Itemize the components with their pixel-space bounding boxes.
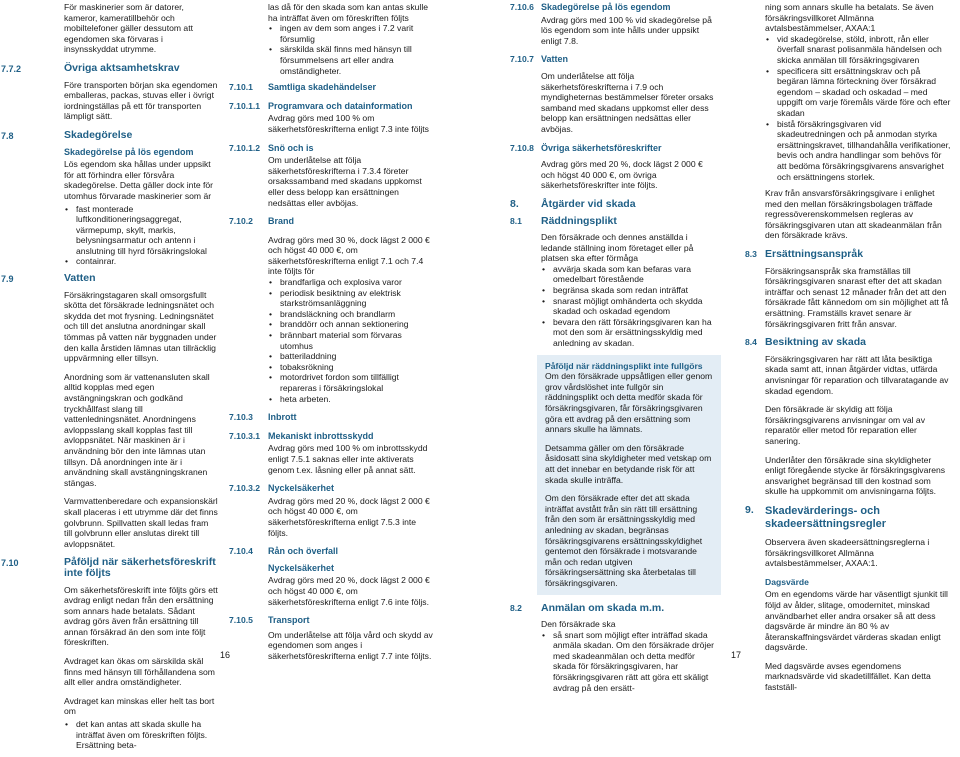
section-text: Avdrag görs med 20 %, dock lägst 2 000 € och högst 40 000 €, om övriga säkerhetsföreskrifter inte följts. (541, 159, 703, 191)
list-item: • brandfarliga och explosiva varor (277, 277, 436, 288)
bullet-list (541, 630, 717, 694)
list-item: • bistå försäkringsgivaren vid skadeutredningen och på anmodan styrka ersättningskravet, tillhandahålla verifikationer, bevis och andra handlingar som behövs för att bedöma försäkringsgivarens ansvarighet och ersättningens storlek. (774, 119, 951, 183)
list-item: • tobaksrökning (277, 362, 436, 373)
section-title: Åtgärder vid skada (541, 197, 636, 210)
section-text: Försäkringsanspråk ska framställas till försäkringsgivaren snarast efter det att skadan inträffar och senast 12 månader från det att den försäkrade fått kännedom om sin möjlighet att få ersättning. Framställs kravet senare är försäkringsgivaren fritt från ansvar. (765, 265, 949, 329)
info-box (537, 355, 721, 595)
info-box-text: Om den försäkrade uppsåtligen eller genom grov vårdslöshet inte fullgör sin räddningsplikt och detta medför skada för försäkringsgivaren, får försäkringsgivaren göra ett avdrag på den ersättning som annars skulle ha lämnats. (545, 371, 713, 435)
bullet-list (64, 719, 218, 751)
section-number: 7.10.1 (229, 82, 253, 93)
section-text: Underlåter den försäkrade sina skyldigheter enligt föregående stycke är försäkringsgivarens ansvarighet begränsad till den kostnad som skulle ha uppkommit om anvisningarna följts. (765, 454, 946, 497)
section-number: 7.10.2 (229, 216, 253, 227)
section-number: 7.9 (1, 274, 14, 285)
bullet-list (64, 204, 218, 268)
section-subtitle: Nyckelsäkerhet (268, 562, 335, 573)
section-number: 8.3 (745, 249, 757, 260)
section-title: Samtliga skadehändelser (268, 82, 377, 93)
left-column-1 (1, 2, 218, 757)
section-number: 8.4 (745, 337, 757, 348)
section-text: Avdraget kan minskas eller helt tas bort om (64, 695, 215, 717)
bullet-list (765, 34, 951, 182)
bullet-list (268, 277, 436, 404)
section-number: 8.2 (510, 602, 522, 613)
section-text: Med dagsvärde avses egendomens marknadsvärde vid skadetillfället. Kan detta fastställ- (765, 660, 931, 693)
list-item: • bevara den rätt försäkringsgivaren kan ha mot den som är ersättningsskyldig med anledning av skadan. (550, 317, 717, 349)
section-text: Den försäkrade ska (541, 619, 616, 630)
section-title: Ersättningsanspråk (765, 248, 864, 261)
bullet-list (541, 264, 717, 349)
section-number: 7.10.4 (229, 546, 253, 557)
section-text: Före transporten början ska egendomen emballeras, packas, stuvas eller i övrigt iordningställas på ett för transporten lämpligt sätt. (64, 79, 218, 122)
section-title: Brand (268, 216, 295, 227)
list-item: • så snart som möjligt efter inträffad skada anmäla skadan. Om den försäkrade dröjer med skadeanmälan och detta medför skada för försäkringsgivaren, har försäkringsgivaren rätt att göra ett skäligt avdrag på den ersätt- (550, 630, 717, 694)
list-item: • avvärja skada som kan befaras vara omedelbart förestående (550, 264, 717, 285)
section-text: Försäkringstagaren skall omsorgsfullt skötta det försäkrade ledningsnätet och skydda det mot frysning. Ledningsnätet och till det anslutna anordningar skall tömmas på vatten när byggnaden under den kalla årstiden lämnas utan tillräcklig uppvärmning eller tillsyn. (64, 289, 217, 364)
list-item: • specificera sitt ersättningskrav och på begäran lämna förteckning över försäkrad egendom – skadad och oskadad – med uppgift om varje föremåls värde före och efter skadan (774, 66, 951, 119)
section-text: Om underlåtelse att följa säkerhetsföreskrifterna i 7.3.4 företer orsakssamband med skadans uppkomst eller dess belopp kan ersättningen nedsättas eller avböjas. (268, 155, 422, 208)
section-number: 7.10.1.1 (229, 100, 261, 111)
section-number: 7.10.8 (510, 142, 534, 153)
section-title: Inbrott (268, 412, 297, 423)
section-number: 7.10.5 (229, 615, 253, 626)
section-text: Avdrag görs med 100 % vid skadegörelse på lös egendom som inte hålls under uppsikt enligt 7.8. (541, 14, 712, 46)
section-title: Påföljd när säkerhetsföreskrift inte följts (64, 556, 216, 579)
section-number: 8.1 (510, 215, 522, 226)
list-item: • vid skadegörelse, stöld, inbrott, rån eller överfall snarast polisanmäla händelsen och skicka anmälan till försäkringsgivaren (774, 34, 951, 66)
section-text: Avdrag görs med 100 % om inbrottsskydd enligt 7.5.1 saknas eller inte aktiverats genom t.ex. låsning eller på annat sätt. (268, 443, 428, 475)
section-title: Skadegörelse på lös egendom (541, 2, 671, 12)
section-text: Försäkringsgivaren har rätt att låta besiktiga skada samt att, innan åtgärder vidtas, utfärda anvisningar för reparation och tillvaratagande av skadad egendom. (765, 353, 949, 396)
list-item: • ingen av dem som anges i 7.2 varit försumlig (277, 23, 436, 44)
list-item: • periodisk besiktning av elektrisk starkströmsanläggning (277, 288, 436, 309)
section-number: 7.10.3.2 (229, 483, 261, 494)
section-title: Vatten (64, 272, 96, 285)
info-box-text: Detsamma gäller om den försäkrade åsidosatt sina skyldigheter med vetskap om att det innebar en betydande risk för att skada skulle inträffa. (545, 442, 712, 485)
section-text: Avdrag görs med 30 %, dock lägst 2 000 € och högst 40 000 €, om säkerhetsföreskrifterna enligt 7.1 och 7.4 inte följts för (268, 234, 430, 277)
section-text: Observera även skadeersättningsreglerna i försäkringsvillkoret Allmänna avtalsbestämmelser, AXAA:1. (765, 536, 930, 569)
section-title: Nyckelsäkerhet (268, 483, 335, 494)
section-number: 9. (745, 503, 754, 516)
section-subtitle: Dagsvärde (765, 576, 809, 587)
section-text: Avdrag görs med 100 % om säkerhetsföreskrifterna enligt 7.3 inte följts (268, 113, 429, 134)
section-title: Mekaniskt inbrottsskydd (268, 430, 374, 441)
section-text: Om underlåtelse att följa vård och skydd av egendomen som anges i säkerhetsföreskrifterna enligt 7.7 inte följts. (268, 629, 433, 661)
list-item: • brännbart material som förvaras utomhus (277, 330, 436, 351)
info-box-title: Påföljd när räddningsplikt inte fullgörs (545, 360, 703, 371)
section-title: Övriga aktsamhetskrav (64, 61, 180, 74)
section-text: ning som annars skulle ha betalats. Se även försäkringsvillkoret Allmänna avtalsbestämmelser, AXAA:1 (765, 2, 934, 34)
section-text: Anordning som är vattenansluten skall alltid kopplas med egen avstängningskran och godkänd tryckhållfast slang till vattenledningsnätet. Anordningens avloppsslang skall kopplas fast till avloppsnätet. När maskinen är i användning bör den inte lämnas utan tillsyn. Då anordningen inte är i användning skall avstängningskranen stängas. (64, 371, 210, 488)
section-text: Varmvattenberedare och expansionskärl skall placeras i ett utrymme där det finns golvbrunn. Spillvatten skall ledas fram till golvbrunn eller anslutas direkt till avloppsnätet. (64, 496, 218, 549)
left-column-2 (229, 2, 436, 669)
section-title: Anmälan om skada m.m. (541, 601, 665, 614)
page-number-right: 17 (731, 650, 742, 660)
section-text: Lös egendom ska hållas under uppsikt för att förhindra eller försvåra skadegörelse. Detta gäller dock inte för utomhus förvarade maskinerier som är (64, 159, 214, 201)
list-item: • fast monterade luftkonditioneringsaggregat, värmepump, skylt, markis, belysningsarmatur och antenn i anslutning till hyrd försäkringslokal (73, 204, 218, 257)
section-text: Om underlåtelse att följa säkerhetsföreskrifterna i 7.9 och myndigheternas bestämmelser företer orsaks samband med skadans uppkomst eller dess belopp kan ersättningen nedsättas eller avböjas. (541, 70, 714, 134)
section-title: Övriga säkerhetsföreskrifter (541, 142, 662, 153)
section-text: las då för den skada som kan antas skulle ha inträffat även om föreskriften följts (268, 2, 429, 23)
list-item: • motordrivet fordon som tillfälligt repareras i försäkringslokal (277, 372, 436, 393)
section-text: Krav från ansvarsförsäkringsgivare i enlighet med den mellan försäkringsbolagen träffade regressöverenskommelsen regleras av försäkringsgivaren utan att skadeanmälan från den försäkrade krävs. (765, 188, 942, 241)
section-title: Programvara och datainformation (268, 100, 413, 111)
list-item: • heta arbeten. (277, 394, 436, 405)
section-subtitle: Skadegörelse på lös egendom (64, 146, 194, 157)
section-text: Den försäkrade och dennes anställda i ledande ställning inom företaget eller på platsen ska efter förmåga (541, 232, 694, 264)
list-item: • det kan antas att skada skulle ha inträffat även om föreskriften följts. Ersättning beta- (73, 719, 218, 751)
bullet-list (268, 23, 436, 76)
list-item: • snarast möjligt omhänderta och skydda skadad och oskadad egendom (550, 296, 717, 317)
section-text: Avdrag görs med 20 %, dock lägst 2 000 € och högst 40 000 €, om säkerhetsföreskrifterna enligt 7.6 inte följs. (268, 575, 430, 607)
section-number: 8. (510, 197, 519, 210)
list-item: • särskilda skäl finns med hänsyn till försummelsens art eller andra omständigheter. (277, 44, 436, 76)
section-number: 7.7.2 (1, 63, 22, 74)
section-title: Vatten (541, 54, 569, 65)
list-item: • brandsläckning och brandlarm (277, 309, 436, 320)
section-text: Om en egendoms värde har väsentligt sjunkit till följd av ålder, slitage, omodernitet, minskad användbarhet eller andra orsaker så att dess dagsvärde är mindre än 80 % av återanskaffningsvärdet värderas skadan enligt dagsvärde. (765, 589, 948, 653)
intro-text: För maskinerier som är datorer, kameror, kameratillbehör och mobiltelefoner gäller dessutom att egendomen ska förvaras i insynsskyddat utrymme. (64, 2, 193, 55)
section-number: 7.10.3.1 (229, 430, 261, 441)
section-number: 7.10 (1, 558, 19, 569)
section-number: 7.10.3 (229, 412, 253, 423)
list-item: • containrar. (73, 256, 218, 267)
section-text: Om säkerhetsföreskrift inte följts görs ett avdrag enligt nedan från den ersättning som annars hade betalats. Sådant avdrag görs även från ersättning till annan försäkrad än den som inte följt föreskriften. (64, 584, 218, 648)
info-box-text: Om den försäkrade efter det att skada inträffat avstått från sin rätt till ersättning från den som är ersättningsskyldig med anledning av skadan, begränsas försäkringsgivarens ersättningsskyldighet gentemot den försäkrade i motsvarande mån och redan utgiven försäkringsersättning ska återbetalas till försäkringsgivaren. (545, 493, 703, 588)
section-text: Avdraget kan ökas om särskilda skäl finns med hänsyn till förhållandena som allt eller andra omständigheter. (64, 656, 215, 688)
section-number: 7.10.1.2 (229, 142, 261, 153)
section-number: 7.10.7 (510, 54, 534, 65)
section-number: 7.8 (1, 130, 14, 141)
section-text: Avdrag görs med 20 %, dock lägst 2 000 € och högst 40 000 €, om säkerhetsföreskrifterna enligt 7.5.3 inte följts. (268, 495, 430, 538)
section-title: Räddningsplikt (541, 214, 617, 227)
page-number-left: 16 (220, 650, 231, 660)
section-title: Skadegörelse (64, 128, 133, 141)
list-item: • begränsa skada som redan inträffat (550, 285, 717, 296)
section-title: Snö och is (268, 142, 314, 153)
section-number: 7.10.6 (510, 2, 534, 12)
section-title: Rån och överfall (268, 546, 339, 557)
section-title: Transport (268, 615, 310, 626)
section-title: Skadevärderings- och skadeersättningsregler (765, 504, 887, 530)
right-column-3 (510, 2, 717, 699)
section-text: Den försäkrade är skyldig att följa försäkringsgivarens anvisningar om val av reparatör eller metod för reparation eller sanering. (765, 404, 926, 446)
list-item: • branddörr och annan sektionering (277, 319, 436, 330)
section-title: Besiktning av skada (765, 336, 866, 349)
right-column-4 (745, 2, 951, 701)
list-item: • batteriladdning (277, 351, 436, 362)
